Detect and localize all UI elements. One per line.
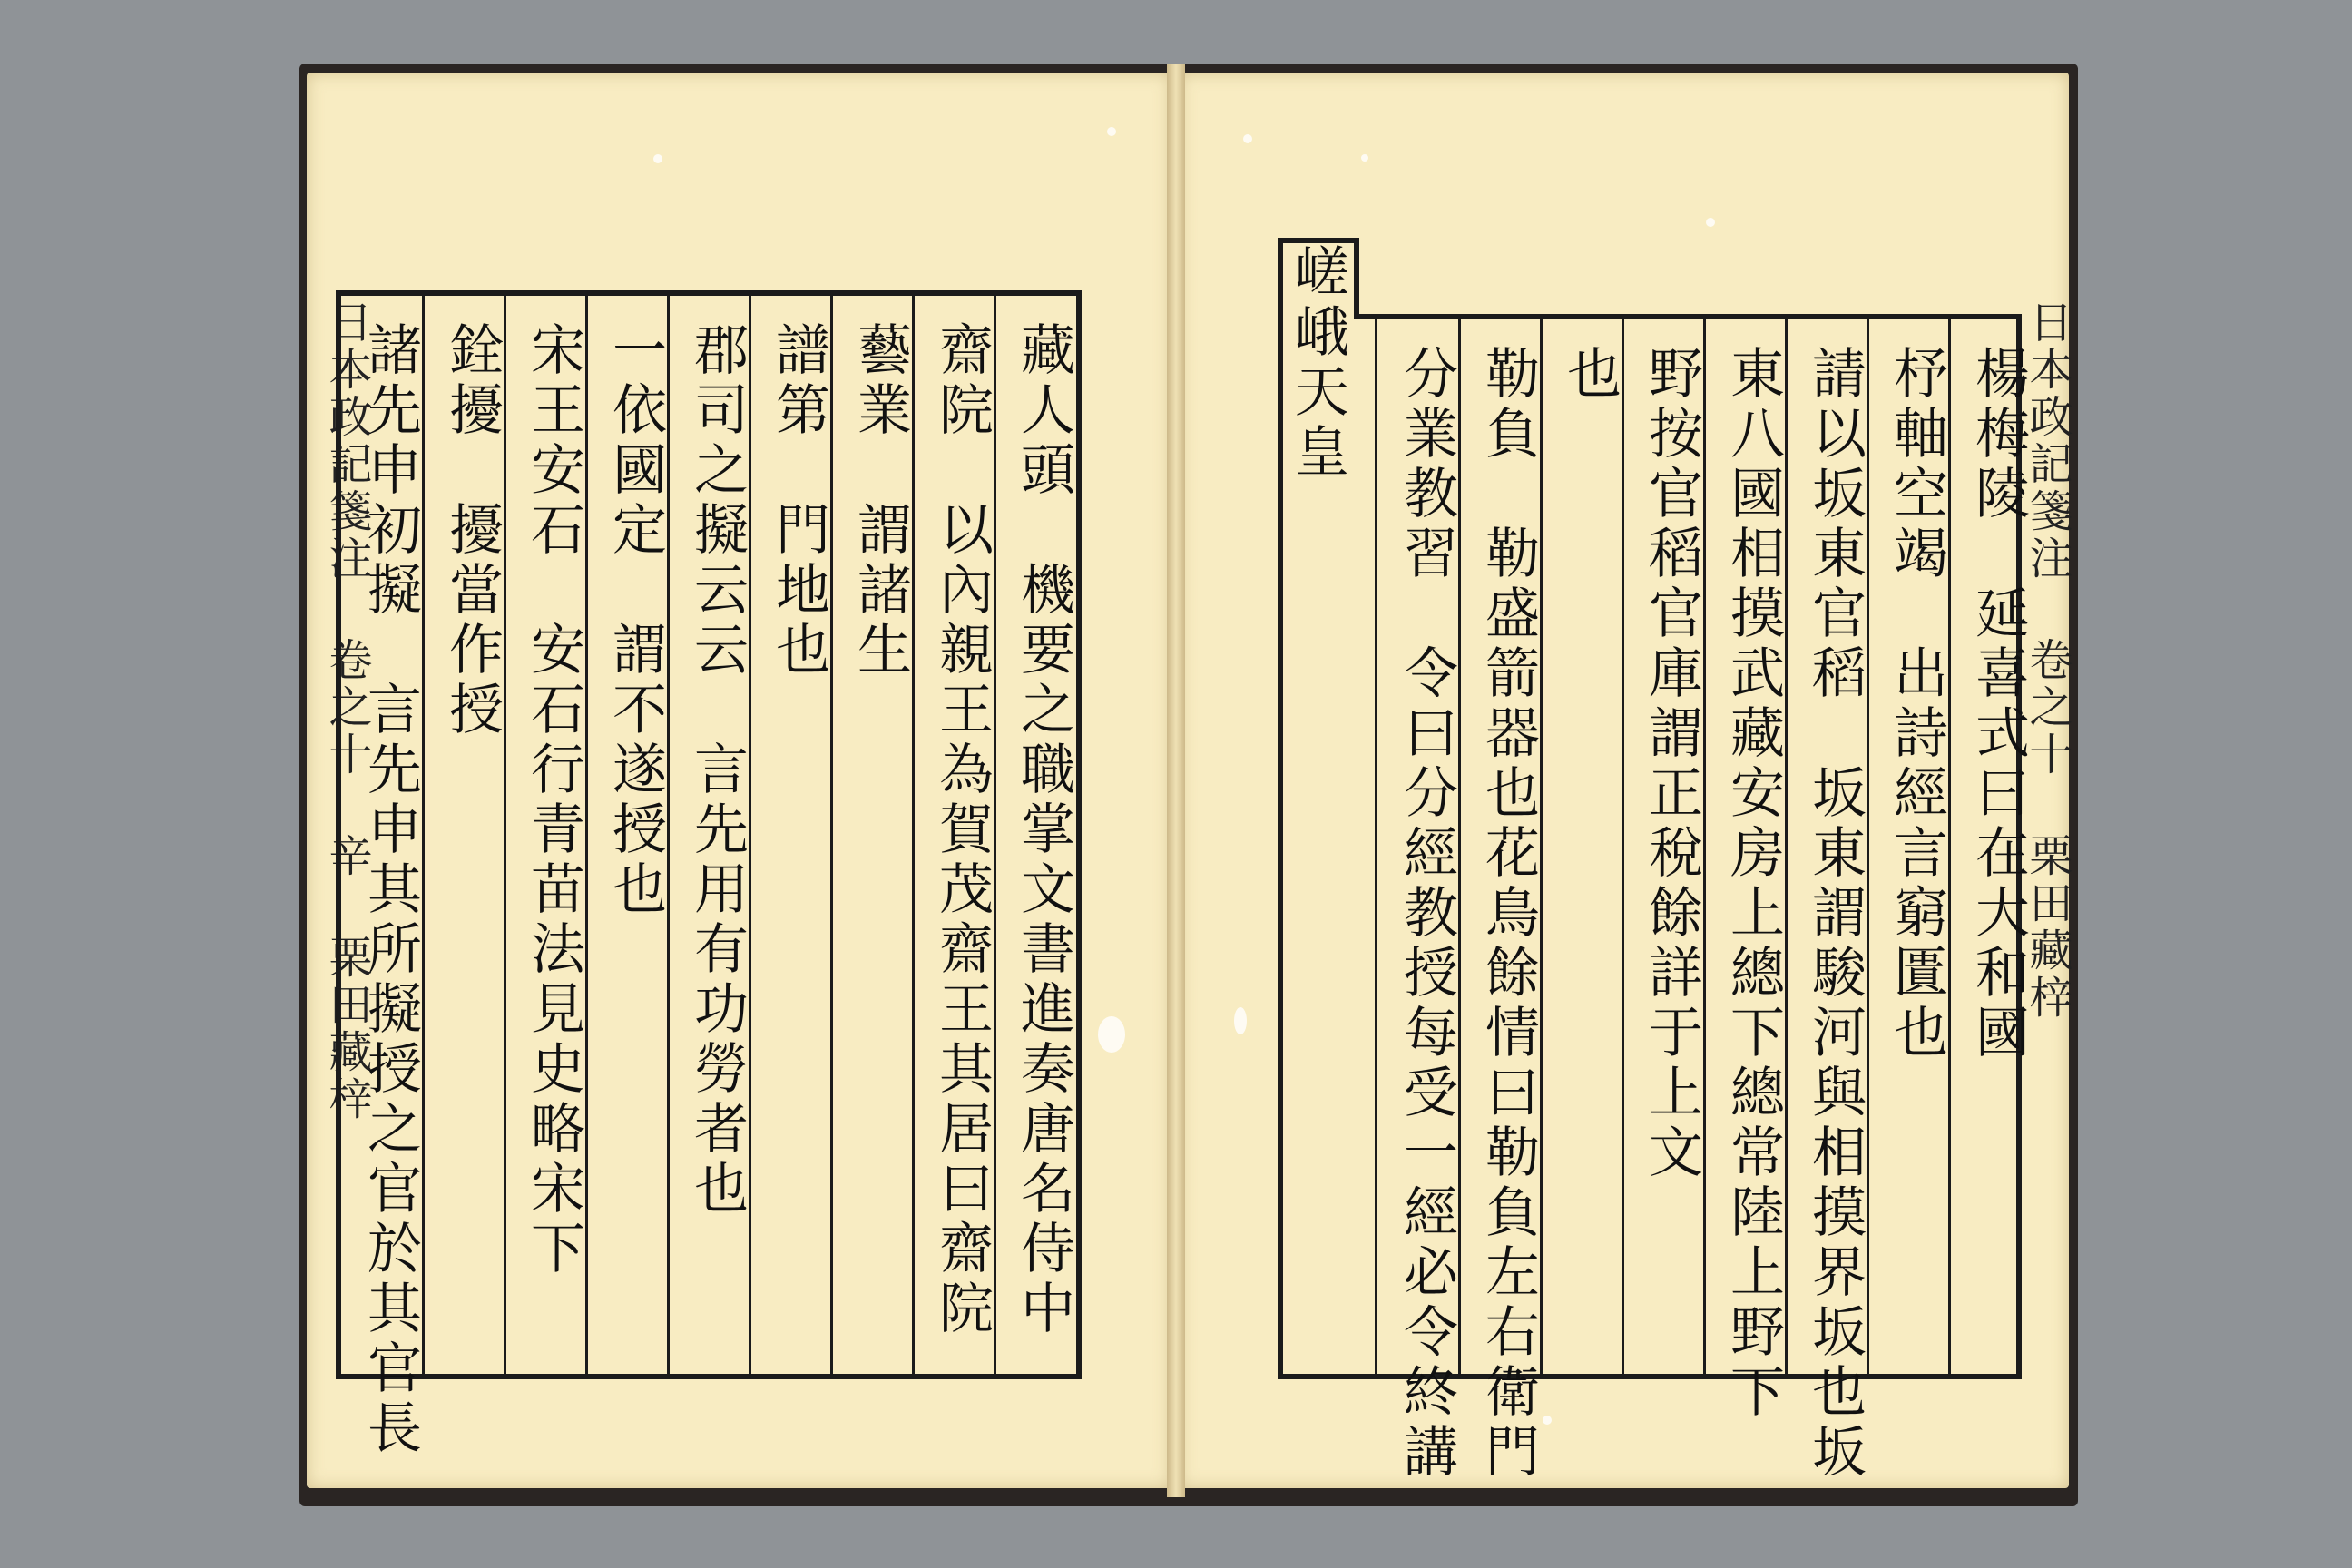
- book-gutter: [1167, 64, 1185, 1497]
- text-column: 一依國定 謂不遂授也: [603, 321, 667, 920]
- paper-speck: [1706, 218, 1715, 227]
- text-column: 也: [1558, 345, 1622, 405]
- paper-speck: [1107, 127, 1116, 136]
- left-margin-text: 日本政記箋注 卷之十 辛 栗田藏梓: [321, 299, 372, 1123]
- paper-speck: [1234, 1007, 1247, 1034]
- text-column: 杼軸空竭 出詩經言窮匱也: [1885, 345, 1948, 1063]
- text-column: 分業教習 令曰分經教授每受一經必令終講: [1395, 345, 1458, 1483]
- text-column: 藏人頭 機要之職掌文書進奏唐名侍中: [1012, 321, 1075, 1339]
- text-column: 楊梅陵 延喜式曰在大和國: [1966, 345, 2030, 1063]
- text-column: 宋王安石 安石行青苗法見史略宋下: [522, 321, 585, 1279]
- text-column: 譜第 門地也: [767, 321, 830, 681]
- text-column: 銓擾 擾當作授: [440, 321, 504, 740]
- chapter-tab-label: 嵯峨天皇: [1286, 243, 1349, 483]
- text-column: 勒負 勒盛箭器也花鳥餘情曰勒負左右衛門: [1476, 345, 1540, 1483]
- paper-speck: [1098, 1016, 1125, 1053]
- paper-speck: [1543, 1416, 1552, 1425]
- text-column: 齋院 以內親王為賀茂齋王其居曰齋院: [930, 321, 994, 1339]
- paper-speck: [1243, 134, 1252, 143]
- left-text-frame: [336, 290, 1082, 1459]
- right-text-frame: [1278, 314, 2030, 1483]
- text-column: 藝業 謂諸生: [848, 321, 912, 681]
- right-margin-text: 日本政記箋注 卷之十 栗田藏梓: [2022, 299, 2073, 1022]
- text-column: 郡司之擬云云 言先用有功勞者也: [685, 321, 749, 1220]
- text-column: 野按官稻官庫謂正稅餘詳于上文: [1640, 345, 1703, 1183]
- text-column: 請以坂東官稻 坂東謂駿河與相摸界坂也坂: [1803, 345, 1867, 1483]
- text-column: 東八國相摸武藏安房上總下總常陸上野下: [1721, 345, 1785, 1423]
- text-column: 諸先申初擬 言先申其所擬授之官於其官長: [358, 321, 422, 1459]
- paper-speck: [653, 154, 662, 163]
- paper-speck: [1361, 154, 1368, 162]
